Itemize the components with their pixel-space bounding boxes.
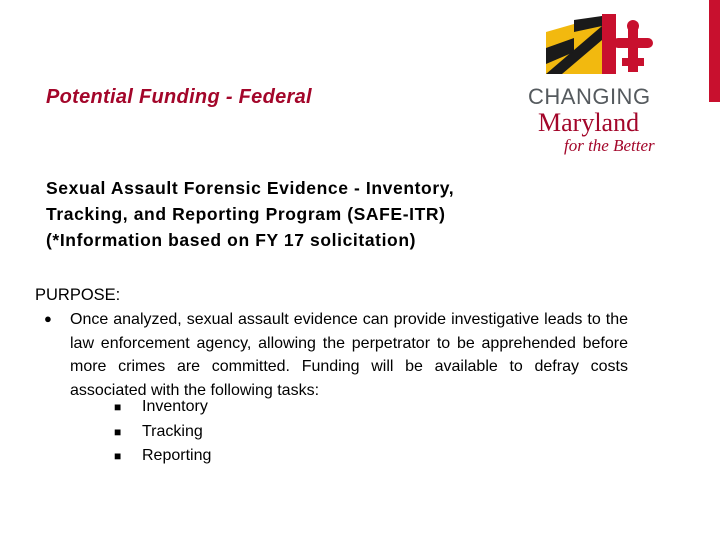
- square-bullet-icon: ■: [114, 424, 122, 439]
- logo-changing-text: CHANGING: [528, 84, 651, 109]
- changing-maryland-logo: [528, 14, 668, 156]
- task-item: [114, 420, 211, 445]
- square-bullet-icon: ■: [114, 400, 122, 414]
- purpose-label: PURPOSE:: [35, 286, 121, 304]
- task-item: [114, 395, 211, 420]
- program-heading-line: Sexual Assault Forensic Evidence - Inventory,: [46, 178, 455, 198]
- program-heading-line: Tracking, and Reporting Program (SAFE-ITR): [46, 204, 446, 224]
- slide-title: Potential Funding - Federal: [46, 86, 312, 108]
- program-heading: [46, 175, 566, 253]
- task-label: Inventory: [142, 398, 208, 415]
- maryland-flag-logo-mark: [544, 14, 654, 80]
- task-label: Tracking: [142, 422, 203, 440]
- logo-maryland-text: Maryland: [538, 108, 640, 137]
- program-heading-line: (*Information based on FY 17 solicitation): [46, 230, 417, 250]
- task-label: Reporting: [142, 447, 212, 464]
- task-item: [114, 444, 211, 469]
- purpose-bullet: [44, 308, 628, 402]
- purpose-text: Once analyzed, sexual assault evidence can provide investigative leads to the law enforcement agency, allowing the perpetrator to be apprehended before more crimes are committed. Funding will be available to defray costs associated with the following tasks:: [70, 311, 628, 399]
- task-list: [114, 395, 211, 469]
- logo-tagline-text: for the Better: [564, 136, 655, 155]
- bullet-dot-icon: ●: [44, 311, 52, 326]
- square-bullet-icon: ■: [114, 449, 122, 463]
- accent-side-bar: [709, 0, 720, 102]
